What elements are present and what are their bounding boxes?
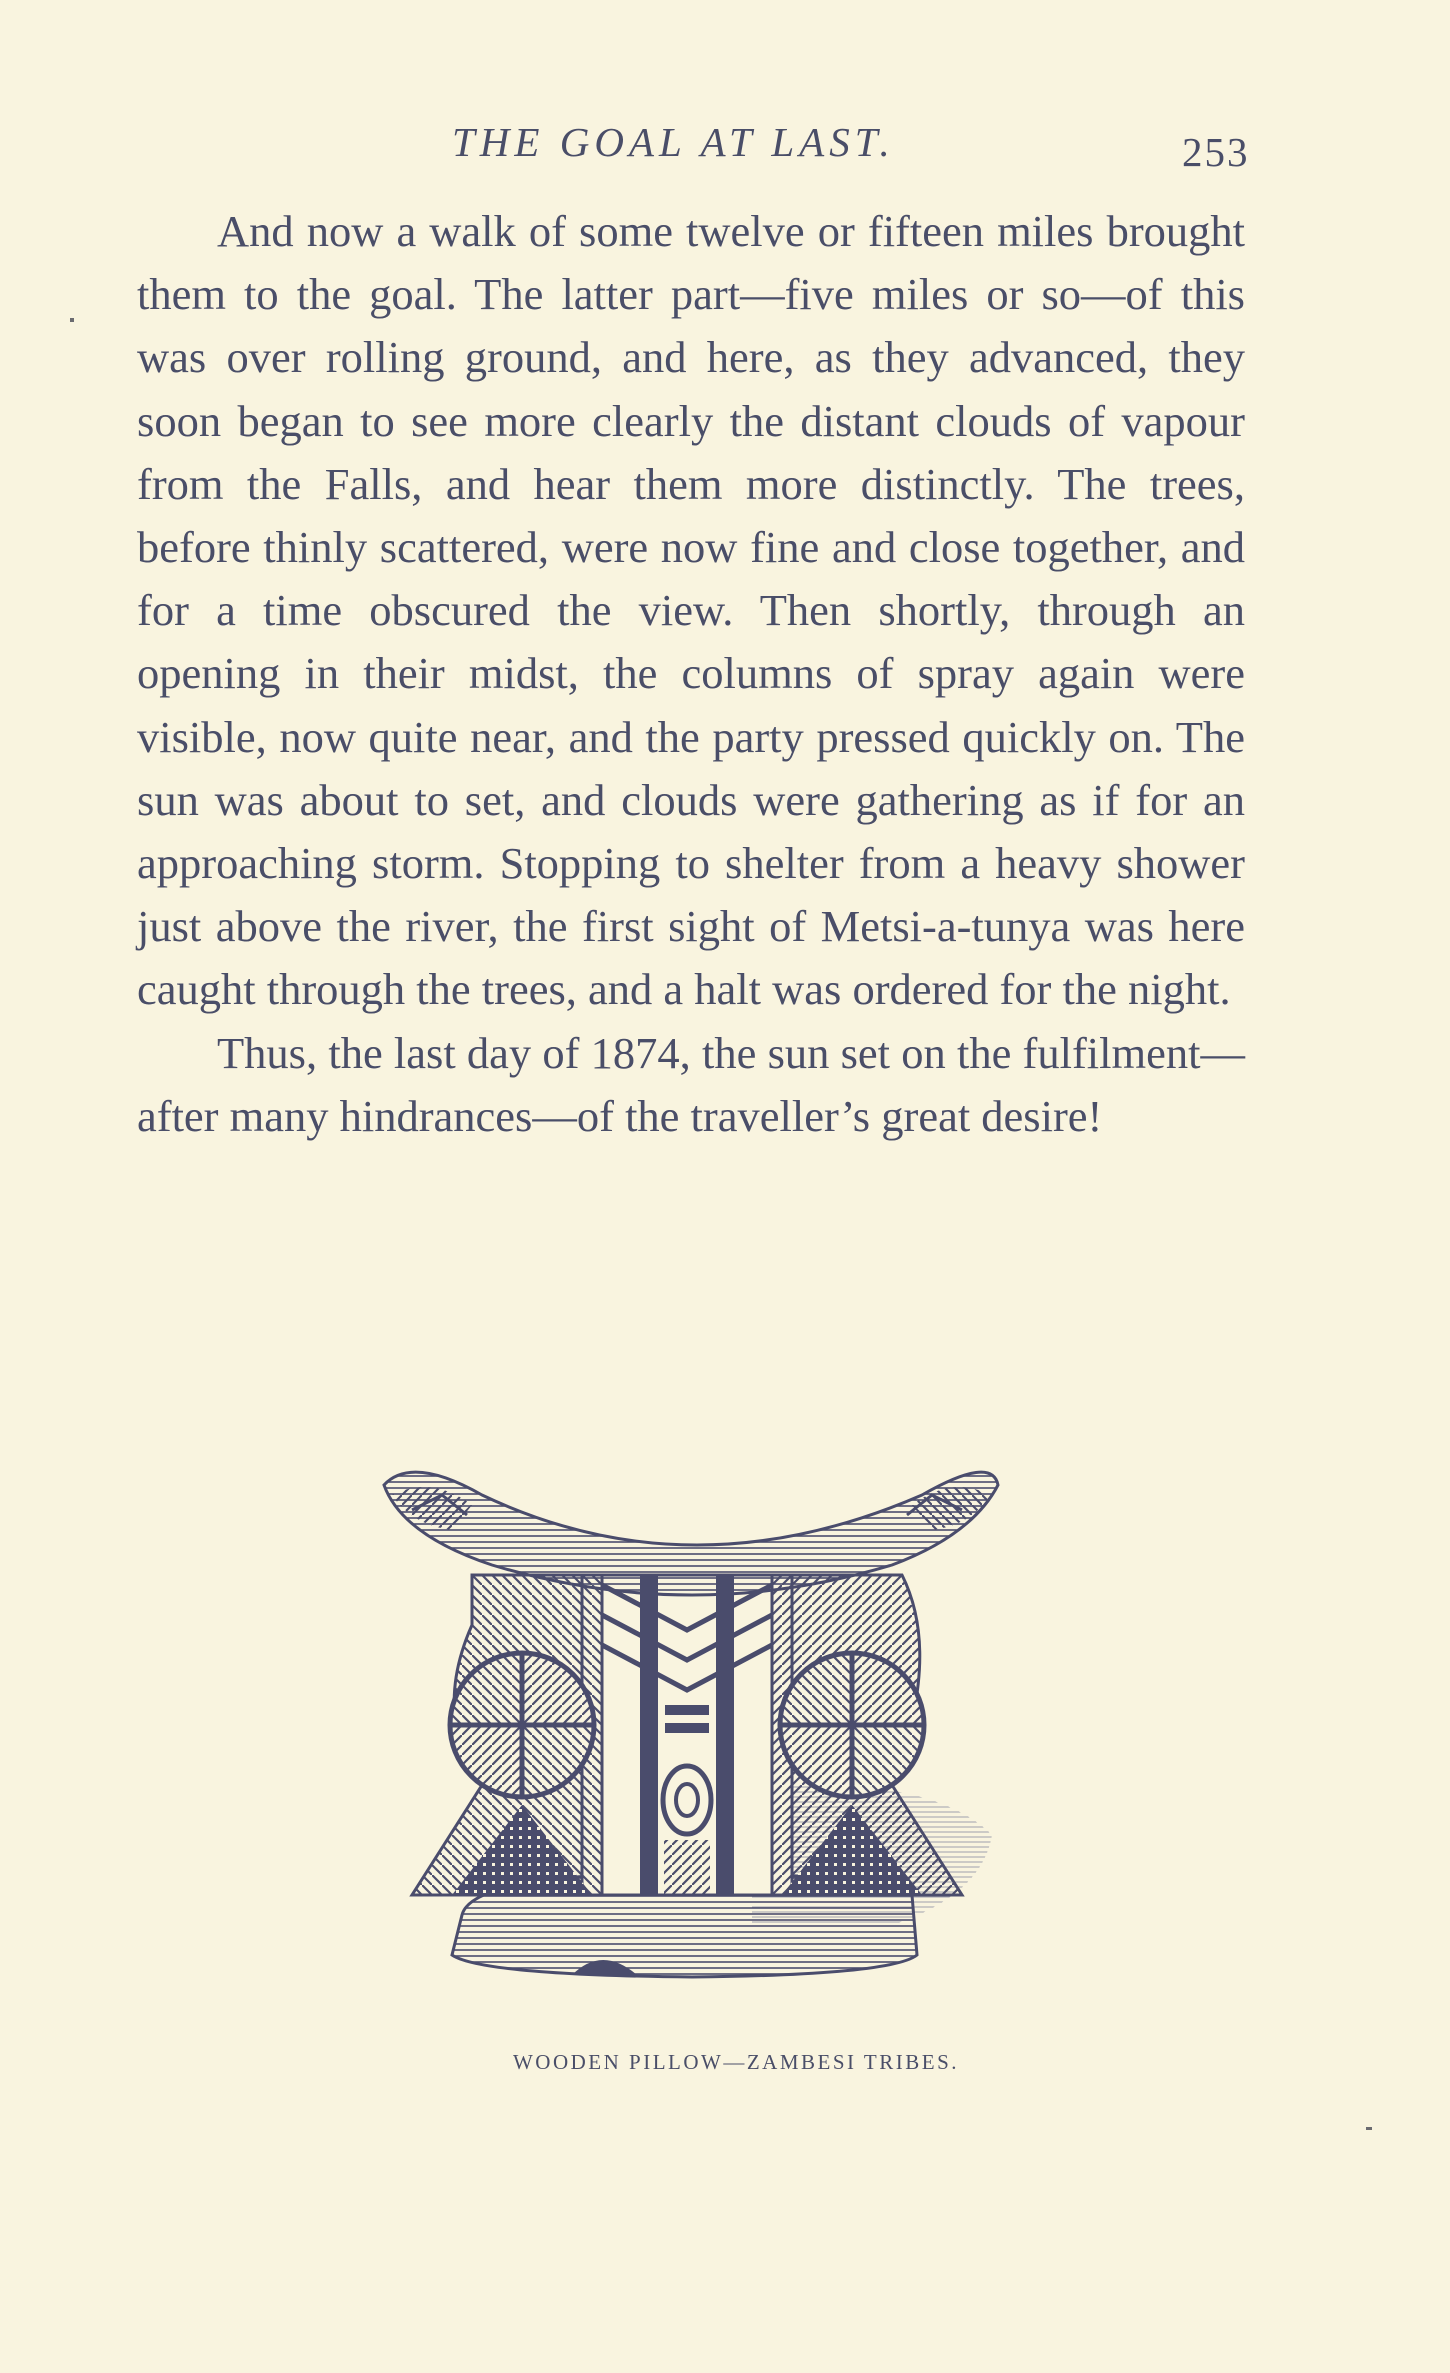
wooden-pillow-illustration	[372, 1455, 1012, 2035]
paragraph: Thus, the last day of 1874, the sun set on the fulfilment—after many hindrances—of the traveller’s great desire!	[137, 1027, 1245, 1141]
page-number: 253	[1182, 129, 1250, 175]
figure-caption: WOODEN PILLOW—ZAMBESI TRIBES.	[512, 2050, 959, 2074]
body-text	[137, 200, 1245, 1148]
page-header	[0, 118, 1450, 178]
paragraph: And now a walk of some twelve or fifteen miles brought them to the goal. The latter part—five miles or so—of this was over rolling ground, and here, as they advanced, they soon began to see more clearly the distant clouds of vapour from the Falls, and hear them more distinctly. The trees, before thinly scattered, were now fine and close together, and for a time obscured the view. Then shortly, through an opening in their midst, the columns of spray again were visible, now quite near, and the party pressed quickly on. The sun was about to set, and clouds were gathering as if for an approaching storm. Stopping to shelter from a heavy shower just above the river, the first sight of Metsi-a-tunya was here caught through the trees, and a halt was ordered for the night.	[137, 206, 1245, 1015]
running-title: THE GOAL AT LAST.	[452, 119, 895, 165]
